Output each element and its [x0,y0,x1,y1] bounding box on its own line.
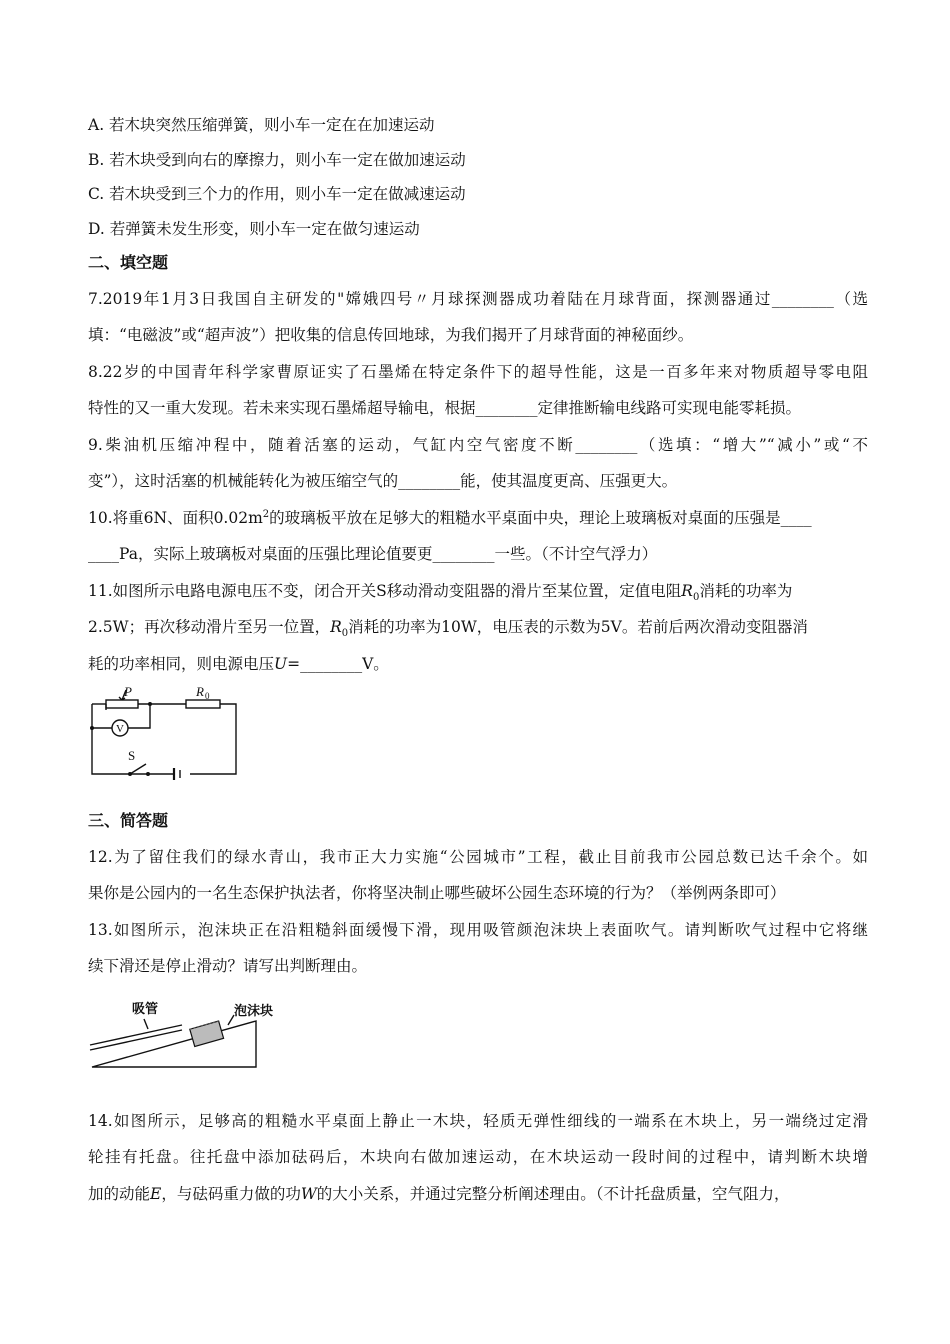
question-7-line-2: 填：“电磁波”或“超声波”）把收集的信息传回地球，为我们揭开了月球背面的神秘面纱。 [88,326,694,344]
q11-text-f: =________V。 [287,654,389,673]
label-v: V [116,723,124,735]
option-b: B. 若木块受到向右的摩擦力，则小车一定在做加速运动 [88,150,466,169]
q11-r0-subscript: 0 [692,591,700,603]
circuit-wire-right [190,704,236,774]
label-s: S [128,748,136,763]
q11-text-e: 耗的功率相同，则电源电压 [88,654,275,673]
question-12-line-1: 12.为了留住我们的绿水青山，我市正大力实施“公园城市”工程，截止目前我市公园总数已达千余个。如 [88,847,868,866]
q11-text-c: 2.5W；再次移动滑片至另一位置， [88,618,331,636]
option-d: D. 若弹簧未发生形变，则小车一定在做匀速运动 [88,219,420,238]
question-8-line-2: 特性的又一重大发现。若未来实现石墨烯超导输电，根据________定律推断输电线路可实现电能零耗损。 [88,399,802,417]
label-foam: 泡沫块 [234,1003,274,1019]
question-14-line-3 [88,1176,868,1213]
question-9-line-2: 变”），这时活塞的机械能转化为被压缩空气的________能，使其温度更高、压强更大。 [88,472,678,490]
question-11-line-2 [88,609,868,646]
question-14-line-2: 轮挂有托盘。往托盘中添加砝码后，木块向右做加速运动，在木块运动一段时间的过程中，请判断木块增 [88,1148,868,1166]
label-r0-subscript: 0 [205,691,210,701]
q11-r0-symbol-2: R [330,618,342,636]
question-11-line-3 [88,646,868,683]
question-13-line-2: 续下滑还是停止滑动？请写出判断理由。 [88,957,368,975]
circuit-diagram [88,684,248,780]
question-10-line-1 [88,500,868,537]
label-p: P [124,684,132,699]
straw-icon [90,1025,182,1045]
q11-text-b: 消耗的功率为 [699,581,793,600]
slope-diagram [88,995,274,1073]
label-straw: 吸管 [132,1001,159,1017]
question-9-line-1: 9.柴油机压缩冲程中，随着活塞的运动，气缸内空气密度不断________（选填：“增大”“减小”或“不 [88,435,868,454]
q11-u-symbol: U [274,654,288,673]
q10-text-a: 10.将重6N、面积0.02m [88,508,263,527]
question-13-line-1: 13.如图所示，泡沫块正在沿粗糙斜面缓慢下滑，现用吸管颜泡沫块上表面吹气。请判断吹气过程中它将继 [88,920,868,939]
resistor-r0-icon [186,700,220,708]
q14-text-b: ，与砝码重力做的功 [161,1184,301,1203]
option-a: A. 若木块突然压缩弹簧，则小车一定在在加速运动 [88,116,435,134]
label-r0: R [196,684,204,699]
question-14-line-1: 14.如图所示，足够高的粗糙水平桌面上静止一木块，轻质无弹性细线的一端系在木块上，另一端绕过定滑 [88,1111,868,1130]
q14-e-symbol: E [150,1184,162,1203]
q10-superscript: 2 [262,508,270,520]
q11-r0-symbol: R [681,581,693,600]
section-heading-fill-blank: 二、填空题 [88,253,169,272]
q14-text-a: 加的动能 [88,1184,151,1203]
question-8-line-1: 8.22岁的中国青年科学家曹原证实了石墨烯在特定条件下的超导性能，这是一百多年来对物质超导零电阻 [88,362,868,381]
q11-text-a: 11.如图所示电路电源电压不变，闭合开关S移动滑动变阻器的滑片至某位置，定值电阻 [88,581,682,600]
q11-r0-subscript-2: 0 [341,628,349,640]
q14-text-c: 的大小关系，并通过完整分析阐述理由。（不计托盘质量，空气阻力， [316,1184,790,1203]
circuit-wire-left [92,714,174,774]
q14-w-symbol: W [300,1184,317,1203]
question-12-line-2: 果你是公园内的一名生态保护执法者，你将坚决制止哪些破坏公园生态环境的行为？（举例两条即可） [88,884,786,902]
exam-page [88,108,868,1212]
question-7-line-1: 7.2019年1月3日我国自主研发的"嫦娥四号〃月球探测器成功着陆在月球背面，探测器通过________（选 [88,289,868,308]
q11-text-d: 消耗的功率为10W，电压表的示数为5V。若前后两次滑动变阻器消 [348,618,808,636]
q10-text-b: 的玻璃板平放在足够大的粗糙水平桌面中央，理论上玻璃板对桌面的压强是____ [269,508,812,527]
switch-icon [130,764,146,774]
question-10-line-2: ____Pa，实际上玻璃板对桌面的压强比理论值要更________一些。（不计空气浮力） [88,545,658,563]
section-heading-short-answer: 三、简答题 [88,811,169,830]
rheostat-icon [106,700,138,708]
option-c: C. 若木块受到三个力的作用，则小车一定在做减速运动 [88,185,466,203]
question-11-line-1 [88,573,868,610]
